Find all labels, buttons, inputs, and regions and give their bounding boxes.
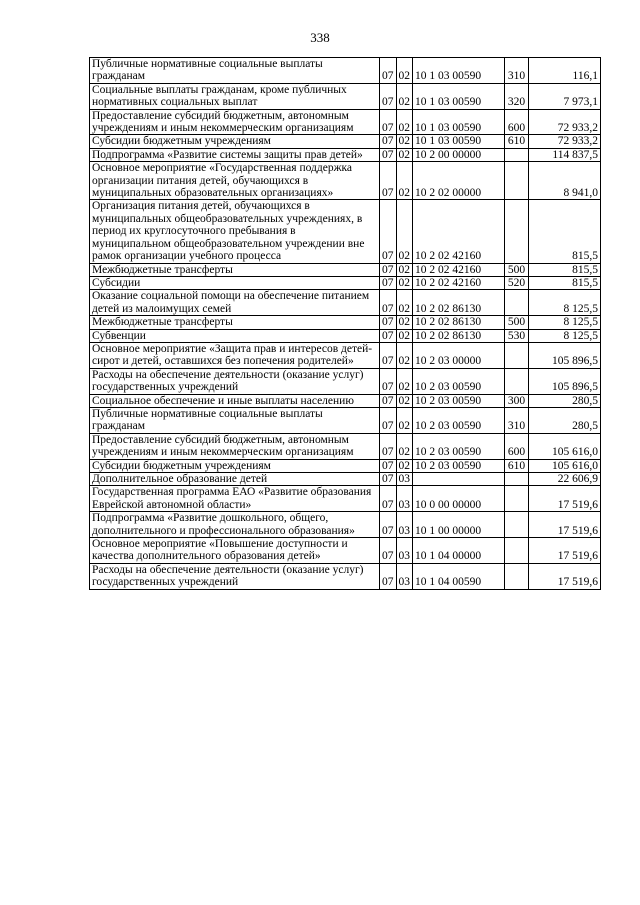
table-row [90, 290, 601, 316]
subsection-code-cell: 02 [396, 83, 413, 109]
table-row [90, 148, 601, 161]
expense-type-cell [505, 290, 529, 316]
target-code-cell: 10 2 03 00590 [413, 394, 505, 407]
section-code-cell: 07 [380, 148, 397, 161]
section-code-cell: 07 [380, 316, 397, 329]
section-code-cell: 07 [380, 276, 397, 289]
subsection-code-cell: 02 [396, 342, 413, 368]
amount-cell: 105 896,5 [529, 368, 601, 394]
target-code-cell: 10 2 02 86130 [413, 329, 505, 342]
target-code-cell: 10 0 00 00000 [413, 486, 505, 512]
expense-name-cell: Субсидии [90, 276, 380, 289]
section-code-cell: 07 [380, 162, 397, 200]
subsection-code-cell: 02 [396, 394, 413, 407]
table-row [90, 276, 601, 289]
amount-cell: 22 606,9 [529, 473, 601, 486]
subsection-code-cell: 03 [396, 473, 413, 486]
subsection-code-cell: 02 [396, 316, 413, 329]
table-row [90, 135, 601, 148]
table-row [90, 473, 601, 486]
expense-name-cell: Межбюджетные трансферты [90, 316, 380, 329]
expense-name-cell: Социальное обеспечение и иные выплаты населению [90, 394, 380, 407]
amount-cell: 7 973,1 [529, 83, 601, 109]
section-code-cell: 07 [380, 109, 397, 135]
section-code-cell: 07 [380, 538, 397, 564]
amount-cell: 116,1 [529, 58, 601, 84]
expense-type-cell: 300 [505, 394, 529, 407]
table-row [90, 58, 601, 84]
target-code-cell: 10 2 02 42160 [413, 276, 505, 289]
table-row [90, 342, 601, 368]
amount-cell: 105 896,5 [529, 342, 601, 368]
amount-cell: 280,5 [529, 407, 601, 433]
expense-type-cell: 500 [505, 316, 529, 329]
amount-cell: 17 519,6 [529, 512, 601, 538]
section-code-cell: 07 [380, 329, 397, 342]
expense-name-cell: Основное мероприятие «Повышение доступности и качества дополнительного образования детей» [90, 538, 380, 564]
amount-cell: 8 125,5 [529, 290, 601, 316]
section-code-cell: 07 [380, 83, 397, 109]
amount-cell: 8 125,5 [529, 316, 601, 329]
expense-name-cell: Предоставление субсидий бюджетным, автономным учреждениям и иным некоммерческим организациям [90, 433, 380, 459]
expense-type-cell [505, 200, 529, 263]
subsection-code-cell: 02 [396, 459, 413, 472]
target-code-cell: 10 1 03 00590 [413, 135, 505, 148]
budget-table [89, 57, 601, 590]
section-code-cell: 07 [380, 512, 397, 538]
target-code-cell: 10 2 00 00000 [413, 148, 505, 161]
subsection-code-cell: 03 [396, 538, 413, 564]
expense-type-cell: 610 [505, 459, 529, 472]
expense-name-cell: Подпрограмма «Развитие системы защиты прав детей» [90, 148, 380, 161]
amount-cell: 815,5 [529, 263, 601, 276]
expense-name-cell: Организация питания детей, обучающихся в муниципальных общеобразовательных учреждениях, в период их круглосуточного пребывания в муниципальном общеобразовательном учреждении вне рамок организации учебного процесса [90, 200, 380, 263]
section-code-cell: 07 [380, 433, 397, 459]
table-row [90, 512, 601, 538]
expense-type-cell [505, 162, 529, 200]
amount-cell: 280,5 [529, 394, 601, 407]
expense-name-cell: Государственная программа ЕАО «Развитие образования Еврейской автономной области» [90, 486, 380, 512]
subsection-code-cell: 02 [396, 290, 413, 316]
table-row [90, 263, 601, 276]
table-row [90, 563, 601, 589]
expense-name-cell: Расходы на обеспечение деятельности (оказание услуг) государственных учреждений [90, 563, 380, 589]
subsection-code-cell: 02 [396, 368, 413, 394]
target-code-cell: 10 2 02 42160 [413, 200, 505, 263]
section-code-cell: 07 [380, 342, 397, 368]
section-code-cell: 07 [380, 368, 397, 394]
amount-cell: 105 616,0 [529, 459, 601, 472]
target-code-cell: 10 2 03 00590 [413, 407, 505, 433]
subsection-code-cell: 02 [396, 433, 413, 459]
table-row [90, 538, 601, 564]
subsection-code-cell: 03 [396, 486, 413, 512]
section-code-cell: 07 [380, 58, 397, 84]
section-code-cell: 07 [380, 135, 397, 148]
amount-cell: 8 941,0 [529, 162, 601, 200]
expense-name-cell: Расходы на обеспечение деятельности (оказание услуг) государственных учреждений [90, 368, 380, 394]
expense-type-cell: 310 [505, 407, 529, 433]
section-code-cell: 07 [380, 290, 397, 316]
target-code-cell: 10 1 03 00590 [413, 109, 505, 135]
target-code-cell: 10 1 03 00590 [413, 58, 505, 84]
expense-type-cell [505, 512, 529, 538]
section-code-cell: 07 [380, 407, 397, 433]
page-number: 338 [310, 30, 330, 45]
section-code-cell: 07 [380, 486, 397, 512]
table-row [90, 433, 601, 459]
section-code-cell: 07 [380, 263, 397, 276]
subsection-code-cell: 02 [396, 109, 413, 135]
table-row [90, 459, 601, 472]
section-code-cell: 07 [380, 394, 397, 407]
expense-type-cell [505, 368, 529, 394]
amount-cell: 114 837,5 [529, 148, 601, 161]
expense-name-cell: Предоставление субсидий бюджетным, автономным учреждениям и иным некоммерческим организациям [90, 109, 380, 135]
table-body [90, 58, 601, 590]
target-code-cell [413, 473, 505, 486]
table-row [90, 316, 601, 329]
target-code-cell: 10 1 04 00000 [413, 538, 505, 564]
amount-cell: 72 933,2 [529, 109, 601, 135]
target-code-cell: 10 2 02 00000 [413, 162, 505, 200]
expense-name-cell: Основное мероприятие «Государственная поддержка организации питания детей, обучающихся в муниципальных образовательных организациях» [90, 162, 380, 200]
section-code-cell: 07 [380, 473, 397, 486]
subsection-code-cell: 02 [396, 263, 413, 276]
amount-cell: 815,5 [529, 276, 601, 289]
expense-type-cell [505, 148, 529, 161]
amount-cell: 17 519,6 [529, 486, 601, 512]
expense-name-cell: Оказание социальной помощи на обеспечение питанием детей из малоимущих семей [90, 290, 380, 316]
expense-type-cell: 600 [505, 109, 529, 135]
expense-type-cell: 520 [505, 276, 529, 289]
amount-cell: 815,5 [529, 200, 601, 263]
expense-name-cell: Межбюджетные трансферты [90, 263, 380, 276]
subsection-code-cell: 02 [396, 135, 413, 148]
expense-type-cell: 320 [505, 83, 529, 109]
expense-name-cell: Субвенции [90, 329, 380, 342]
table-row [90, 200, 601, 263]
amount-cell: 105 616,0 [529, 433, 601, 459]
expense-name-cell: Публичные нормативные социальные выплаты гражданам [90, 58, 380, 84]
target-code-cell: 10 2 03 00590 [413, 368, 505, 394]
subsection-code-cell: 02 [396, 148, 413, 161]
target-code-cell: 10 2 03 00590 [413, 433, 505, 459]
expense-type-cell [505, 563, 529, 589]
expense-name-cell: Подпрограмма «Развитие дошкольного, общего, дополнительного и профессионального образования» [90, 512, 380, 538]
target-code-cell: 10 2 02 86130 [413, 316, 505, 329]
table-row [90, 83, 601, 109]
table-row [90, 407, 601, 433]
expense-type-cell: 600 [505, 433, 529, 459]
target-code-cell: 10 1 03 00590 [413, 83, 505, 109]
table-row [90, 486, 601, 512]
expense-type-cell: 610 [505, 135, 529, 148]
expense-name-cell: Субсидии бюджетным учреждениям [90, 459, 380, 472]
expense-name-cell: Социальные выплаты гражданам, кроме публичных нормативных социальных выплат [90, 83, 380, 109]
target-code-cell: 10 2 03 00000 [413, 342, 505, 368]
expense-name-cell: Публичные нормативные социальные выплаты гражданам [90, 407, 380, 433]
expense-name-cell: Дополнительное образование детей [90, 473, 380, 486]
target-code-cell: 10 1 00 00000 [413, 512, 505, 538]
amount-cell: 17 519,6 [529, 538, 601, 564]
target-code-cell: 10 2 03 00590 [413, 459, 505, 472]
table-row [90, 329, 601, 342]
section-code-cell: 07 [380, 563, 397, 589]
subsection-code-cell: 02 [396, 276, 413, 289]
expense-type-cell: 310 [505, 58, 529, 84]
section-code-cell: 07 [380, 200, 397, 263]
target-code-cell: 10 2 02 42160 [413, 263, 505, 276]
expense-name-cell: Основное мероприятие «Защита прав и интересов детей-сирот и детей, оставшихся без попечения родителей» [90, 342, 380, 368]
subsection-code-cell: 03 [396, 512, 413, 538]
subsection-code-cell: 02 [396, 58, 413, 84]
table-row [90, 109, 601, 135]
expense-name-cell: Субсидии бюджетным учреждениям [90, 135, 380, 148]
amount-cell: 72 933,2 [529, 135, 601, 148]
expense-type-cell [505, 342, 529, 368]
target-code-cell: 10 2 02 86130 [413, 290, 505, 316]
table-row [90, 368, 601, 394]
expense-type-cell: 530 [505, 329, 529, 342]
expense-type-cell: 500 [505, 263, 529, 276]
table-row [90, 394, 601, 407]
expense-type-cell [505, 486, 529, 512]
expense-type-cell [505, 473, 529, 486]
amount-cell: 8 125,5 [529, 329, 601, 342]
expense-type-cell [505, 538, 529, 564]
target-code-cell: 10 1 04 00590 [413, 563, 505, 589]
subsection-code-cell: 03 [396, 563, 413, 589]
subsection-code-cell: 02 [396, 329, 413, 342]
table-row [90, 162, 601, 200]
subsection-code-cell: 02 [396, 162, 413, 200]
subsection-code-cell: 02 [396, 407, 413, 433]
amount-cell: 17 519,6 [529, 563, 601, 589]
subsection-code-cell: 02 [396, 200, 413, 263]
section-code-cell: 07 [380, 459, 397, 472]
